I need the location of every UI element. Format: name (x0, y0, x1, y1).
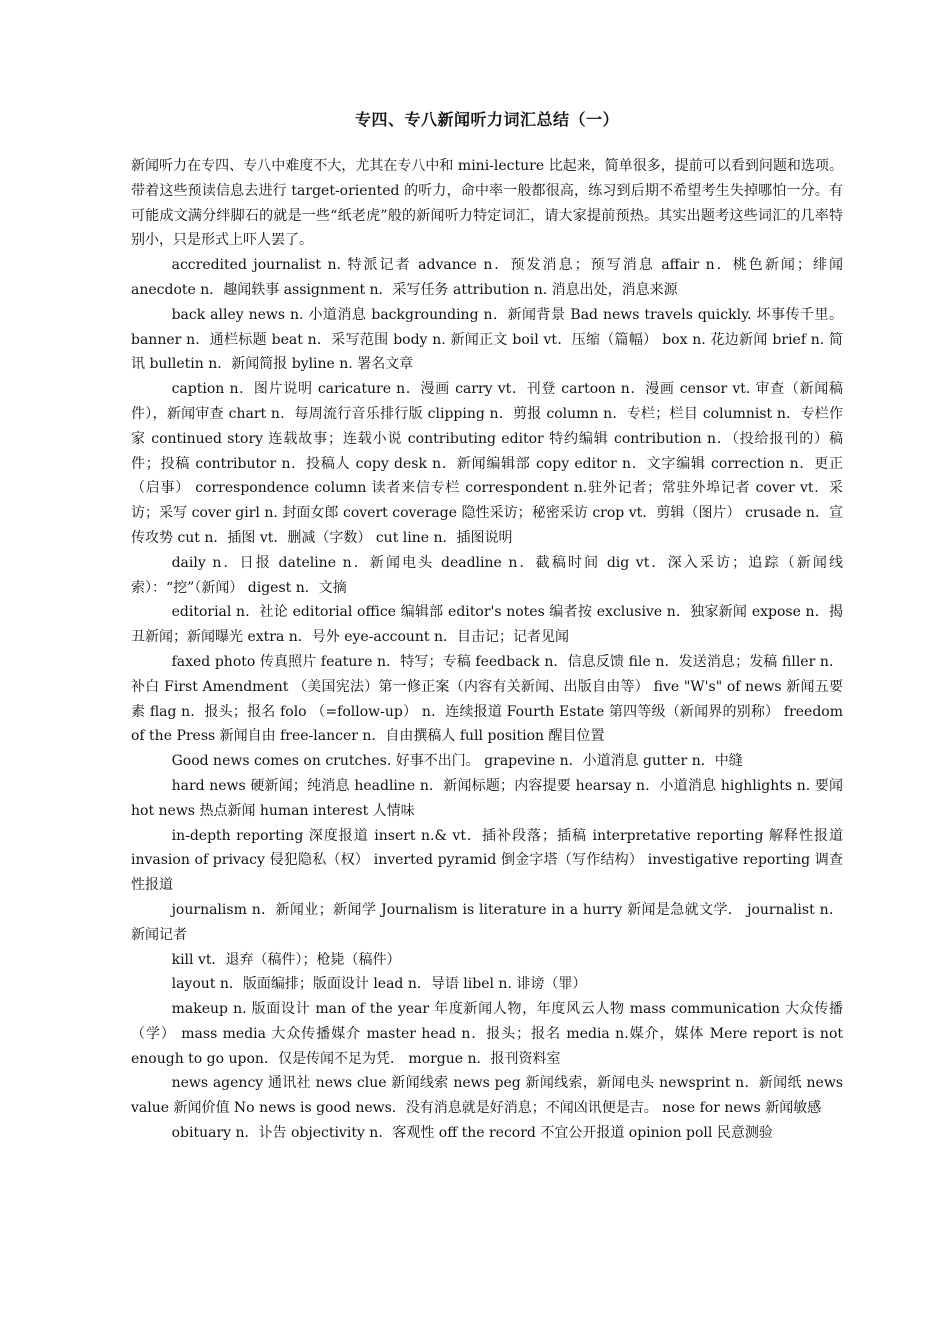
document-title: 专四、专八新闻听力词汇总结（一） (354, 110, 619, 129)
vocab-paragraph-i: in-depth reporting 深度报道 insert n.& vt．插补段落；插稿 interpretative reporting 解释性报道 invasion of privacy 侵犯隐私（权） inverted pyramid 倒金字塔（写作结构） investigative reporting 调查性报道 (131, 827, 843, 894)
vocab-paragraph-c: caption n．图片说明 caricature n．漫画 carry vt．刊登 cartoon n．漫画 censor vt. 审查（新闻稿件），新闻审查 chart n．每周流行音乐排行版 clipping n．剪报 column n．专栏；栏目 columnist n．专栏作家 continued story 连载故事；连载小说 contributing editor 特约编辑 contribution n．（投给报刊的）稿件；投稿 contributor n．投稿人 copy desk n．新闻编辑部 copy editor n．文字编辑 correction n．更正（启事） correspondence column 读者来信专栏 correspondent n.驻外记者；常驻外埠记者 cover vt．采访；采写 cover girl n. 封面女郎 covert coverage 隐性采访；秘密采访 crop vt．剪辑（图片） crusade n．宣传攻势 cut n．插图 vt．删减（字数） cut line n．插图说明 (131, 381, 843, 546)
document-page (131, 108, 843, 1146)
vocab-paragraph-h: hard news 硬新闻；纯消息 headline n．新闻标题；内容提要 hearsay n．小道消息 highlights n. 要闻 hot news 热点新闻 human interest 人情味 (131, 777, 843, 819)
vocab-paragraph-d: daily n．日报 dateline n．新闻电头 deadline n．截稿时间 dig vt．深入采访；追踪（新闻线索）：“挖”（新闻） digest n．文摘 (131, 554, 843, 596)
intro-paragraph: 新闻听力在专四、专八中难度不大，尤其在专八中和 mini-lecture 比起来，简单很多，提前可以看到问题和选项。带着这些预读信息去进行 target-oriented 的听力，命中率一般都很高，练习到后期不希望考生失掉哪怕一分。有可能成文满分绊脚石的就是一些“纸老虎”般的新闻听力特定词汇，请大家提前预热。其实出题考这些词汇的几率特别小，只是形式上吓人罢了。 (131, 158, 843, 249)
vocab-paragraph-m: makeup n. 版面设计 man of the year 年度新闻人物，年度风云人物 mass communication 大众传播（学） mass media 大众传播媒介 master head n．报头；报名 media n.媒介，媒体 Mere report is not enough to go upon．仅是传闻不足为凭． morgue n．报刊资料室 (131, 1001, 843, 1067)
vocab-paragraph-j: journalism n．新闻业；新闻学 Journalism is literature in a hurry 新闻是急就文学． journalist n．新闻记者 (131, 901, 843, 943)
vocab-paragraph-f: faxed photo 传真照片 feature n．特写；专稿 feedback n．信息反馈 file n．发送消息；发稿 filler n．补白 First Amendment （美国宪法）第一修正案（内容有关新闻、出版自由等） five "W's" of news 新闻五要素 flag n．报头；报名 folo （=follow-up） n．连续报道 Fourth Estate 第四等级（新闻界的别称） freedom of the Press 新闻自由 free-lancer n．自由撰稿人 full position 醒目位置 (131, 653, 843, 745)
vocab-paragraph-g: Good news comes on crutches. 好事不出门。 grapevine n．小道消息 gutter n．中缝 (171, 753, 743, 770)
vocab-paragraph-l: layout n．版面编排；版面设计 lead n．导语 libel n. 诽谤（罪） (171, 976, 587, 993)
vocab-paragraph-n: news agency 通讯社 news clue 新闻线索 news peg 新闻线索，新闻电头 newsprint n．新闻纸 news value 新闻价值 No news is good news．没有消息就是好消息；不闻凶讯便是吉。 nose for news 新闻敏感 (131, 1075, 843, 1117)
vocab-paragraph-e: editorial n．社论 editorial office 编辑部 editor's notes 编者按 exclusive n．独家新闻 expose n．揭丑新闻；新闻曝光 extra n．号外 eye-account n．目击记；记者见闻 (131, 604, 843, 646)
vocab-paragraph-k: kill vt．退弃（稿件）；枪毙（稿件） (171, 951, 401, 968)
vocab-paragraph-b: back alley news n. 小道消息 backgrounding n．新闻背景 Bad news travels quickly. 坏事传千里。 banner n．通栏标题 beat n．采写范围 body n. 新闻正文 boil vt．压缩（篇幅） box n. 花边新闻 brief n. 简讯 bulletin n．新闻简报 byline n. 署名文章 (131, 306, 843, 373)
vocab-paragraph-o: obituary n．讣告 objectivity n．客观性 off the record 不宜公开报道 opinion poll 民意测验 (171, 1125, 773, 1142)
vocab-paragraph-a: accredited journalist n. 特派记者 advance n．预发消息；预写消息 affair n．桃色新闻；绯闻 anecdote n．趣闻轶事 assignment n．采写任务 attribution n. 消息出处，消息来源 (131, 257, 843, 298)
